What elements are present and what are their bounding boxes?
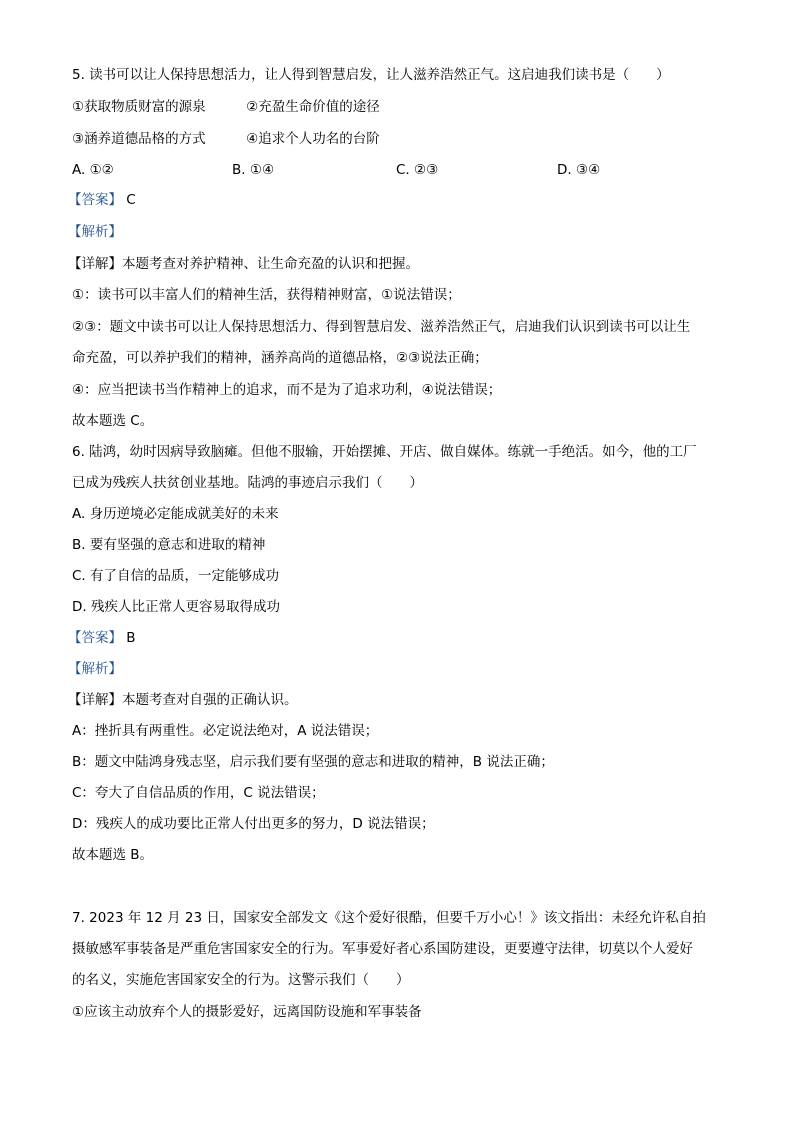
q5-analysis-tag: 【解析】 xyxy=(68,224,122,240)
q5-option-b: B. ①④ xyxy=(232,162,275,178)
q6-detail-0: 【详解】本题考查对自强的正确认识。 xyxy=(68,692,298,708)
q7-stem-1: 7. 2023 年 12 月 23 日，国家安全部发文《这个爱好很酷，但要千万小心！》该文指出：未经允许私自拍 xyxy=(72,910,706,926)
answer-value: C xyxy=(126,192,136,208)
q7-stem-2: 摄敏感军事装备是严重危害国家安全的行为。军事爱好者心系国防建设，更要遵守法律，切莫以个人爱好 xyxy=(72,941,693,957)
q5-detail-0: 【详解】本题考查对养护精神、让生命充盈的认识和把握。 xyxy=(68,256,419,272)
q7-item-1: ①应该主动放弃个人的摄影爱好，远离国防设施和军事装备 xyxy=(72,1004,422,1020)
q5-stem: 5. 读书可以让人保持思想活力，让人得到智慧启发，让人滋养浩然正气。这启迪我们读书是（ ） xyxy=(72,67,670,83)
answer-tag: 【答案】 xyxy=(68,630,122,646)
q5-option-d: D. ③④ xyxy=(557,162,601,178)
q6-option-a: A. 身历逆境必定能成就美好的未来 xyxy=(72,506,279,522)
q5-detail-5: 故本题选 C。 xyxy=(72,413,154,429)
q5-detail-4: ④：应当把读书当作精神上的追求，而不是为了追求功利，④说法错误； xyxy=(72,382,502,398)
q6-analysis-tag: 【解析】 xyxy=(68,661,122,677)
answer-value: B xyxy=(126,630,136,646)
q6-detail-5: 故本题选 B。 xyxy=(72,847,154,863)
q6-answer xyxy=(68,629,136,647)
q5-option-c: C. ②③ xyxy=(396,162,439,178)
q6-detail-4: D：残疾人的成功要比正常人付出更多的努力，D 说法错误； xyxy=(72,816,435,832)
answer-tag: 【答案】 xyxy=(68,192,122,208)
q5-detail-2: ②③：题文中读书可以让人保持思想活力、得到智慧启发、滋养浩然正气，启迪我们认识到读书可以让生 xyxy=(72,319,691,335)
q6-stem-2: 已成为残疾人扶贫创业基地。陆鸿的事迹启示我们（ ） xyxy=(72,475,423,491)
q6-detail-2: B：题文中陆鸿身残志坚，启示我们要有坚强的意志和进取的精神，B 说法正确； xyxy=(72,754,554,770)
q7-stem-3: 的名义，实施危害国家安全的行为。这警示我们（ ） xyxy=(72,972,410,988)
q6-detail-1: A：挫折具有两重性。必定说法绝对，A 说法错误； xyxy=(72,723,379,739)
q5-detail-3: 命充盈，可以养护我们的精神，涵养高尚的道德品格，②③说法正确； xyxy=(72,350,488,366)
q6-detail-3: C：夸大了自信品质的作用，C 说法错误； xyxy=(72,785,325,801)
q6-option-d: D. 残疾人比正常人更容易取得成功 xyxy=(72,599,280,615)
q6-option-b: B. 要有坚强的意志和进取的精神 xyxy=(72,537,266,553)
q5-items-2: ③涵养道德品格的方式 ④追求个人功名的台阶 xyxy=(72,131,380,147)
q5-answer xyxy=(68,191,136,209)
q5-items-1: ①获取物质财富的源泉 ②充盈生命价值的途径 xyxy=(72,99,380,115)
q5-option-a: A. ①② xyxy=(72,162,114,178)
q6-option-c: C. 有了自信的品质，一定能够成功 xyxy=(72,568,280,584)
q6-stem-1: 6. 陆鸿，幼时因病导致脑瘫。但他不服输，开始摆摊、开店、做自媒体。练就一手绝活。如今，他的工厂 xyxy=(72,444,697,460)
q5-detail-1: ①：读书可以丰富人们的精神生活，获得精神财富，①说法错误； xyxy=(72,287,461,303)
